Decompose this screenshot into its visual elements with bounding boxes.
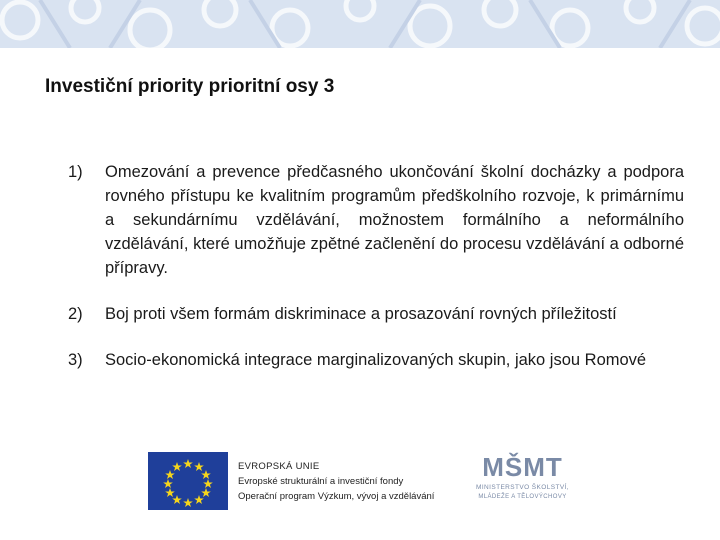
- list-text: Boj proti všem formám diskriminace a prosazování rovných příležitostí: [105, 305, 617, 323]
- eu-flag-icon: [148, 452, 228, 510]
- list-item: [68, 160, 684, 280]
- list-number: 2): [68, 305, 83, 323]
- msmt-mark: MŠMT: [482, 452, 563, 482]
- slide-title: Investiční priority prioritní osy 3: [45, 76, 335, 97]
- list-number: 1): [68, 163, 83, 181]
- eu-line: EVROPSKÁ UNIE: [238, 460, 320, 472]
- decorative-banner: [0, 0, 720, 48]
- list-number: 3): [68, 351, 83, 369]
- list-item: [68, 302, 684, 326]
- msmt-line: MLÁDEŽE A TĚLOVÝCHOVY: [478, 494, 567, 500]
- list-item: [68, 348, 684, 372]
- eu-logo: [148, 451, 448, 511]
- eu-line: Operační program Výzkum, vývoj a vzdělávání: [238, 490, 435, 502]
- eu-line: Evropské strukturální a investiční fondy: [238, 475, 404, 487]
- priority-list: [68, 160, 684, 394]
- msmt-line: MINISTERSTVO ŠKOLSTVÍ,: [476, 484, 569, 491]
- eu-text-block: [238, 459, 434, 504]
- banner-pattern-icon: [0, 0, 720, 48]
- list-text: Omezování a prevence předčasného ukončování školní docházky a podpora rovného přístupu ke kvalitním programům předškolního rozvoje, k primárnímu a sekundárnímu vzdělávání, možnostem formálního a neformálního vzdělávání, které umožňuje zpětné začlenění do procesu vzdělávání a odborné přípravy.: [105, 163, 684, 277]
- msmt-logo: [470, 451, 575, 511]
- list-text: Socio-ekonomická integrace marginalizovaných skupin, jako jsou Romové: [105, 351, 647, 369]
